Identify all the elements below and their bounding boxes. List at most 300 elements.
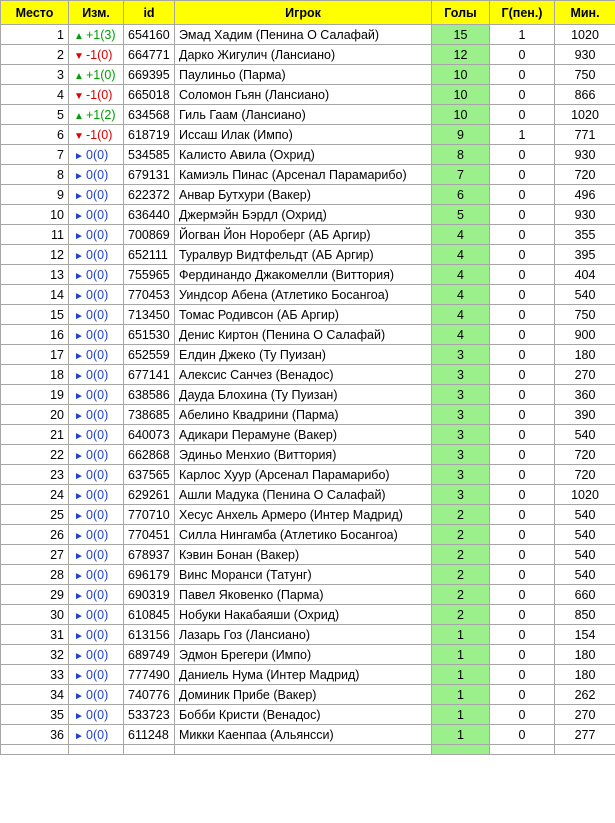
change-value: 0(0)	[86, 587, 109, 602]
rank-cell[interactable]: 24	[1, 485, 69, 505]
table-row[interactable]	[1, 645, 615, 665]
rank-cell[interactable]: 18	[1, 365, 69, 385]
table-row[interactable]	[1, 605, 615, 625]
player-name-cell[interactable]: Бобби Кристи (Венадос)	[175, 705, 432, 725]
player-id-cell[interactable]: 740776	[124, 685, 175, 705]
change-cell[interactable]	[69, 305, 124, 325]
player-id-cell[interactable]: 652559	[124, 345, 175, 365]
change-cell[interactable]	[69, 45, 124, 65]
minutes-cell[interactable]: 540	[555, 545, 615, 565]
rank-cell[interactable]: 36	[1, 725, 69, 745]
goals-cell[interactable]: 12	[432, 45, 490, 65]
player-id-cell[interactable]: 634568	[124, 105, 175, 125]
rank-cell[interactable]: 20	[1, 405, 69, 425]
penalty-goals-cell[interactable]: 1	[490, 125, 555, 145]
rank-cell[interactable]: 2	[1, 45, 69, 65]
player-id-cell[interactable]: 611248	[124, 725, 175, 745]
triangle-up-icon: ▲	[74, 30, 84, 42]
minutes-cell[interactable]: 930	[555, 145, 615, 165]
player-name-cell[interactable]: Камиэль Пинас (Арсенал Парамарибо)	[175, 165, 432, 185]
player-name-cell[interactable]: Эдмон Брегери (Импо)	[175, 645, 432, 665]
penalty-goals-cell[interactable]: 0	[490, 305, 555, 325]
penalty-goals-cell[interactable]: 0	[490, 225, 555, 245]
goals-cell[interactable]: 3	[432, 405, 490, 425]
goals-cell[interactable]: 6	[432, 185, 490, 205]
player-name-cell[interactable]: Дарко Жигулич (Лансиано)	[175, 45, 432, 65]
player-id-cell[interactable]: 770453	[124, 285, 175, 305]
player-name-cell[interactable]: Микки Каенпаа (Альянсси)	[175, 725, 432, 745]
player-id-cell[interactable]: 629261	[124, 485, 175, 505]
penalty-goals-cell[interactable]: 0	[490, 345, 555, 365]
goals-cell[interactable]: 1	[432, 665, 490, 685]
player-name-cell[interactable]: Дауда Блохина (Ту Пуизан)	[175, 385, 432, 405]
minutes-cell[interactable]: 180	[555, 645, 615, 665]
table-row[interactable]	[1, 705, 615, 725]
table-row[interactable]	[1, 445, 615, 465]
change-cell[interactable]	[69, 585, 124, 605]
penalty-goals-cell[interactable]: 0	[490, 545, 555, 565]
minutes-cell[interactable]: 750	[555, 65, 615, 85]
rank-cell[interactable]: 9	[1, 185, 69, 205]
player-id-cell[interactable]: 689749	[124, 645, 175, 665]
penalty-goals-cell[interactable]: 0	[490, 585, 555, 605]
rank-cell[interactable]: 21	[1, 425, 69, 445]
player-name-cell[interactable]: Хесус Анхель Армеро (Интер Мадрид)	[175, 505, 432, 525]
player-id-cell[interactable]: 654160	[124, 25, 175, 45]
minutes-cell[interactable]: 660	[555, 585, 615, 605]
minutes-cell[interactable]: 540	[555, 285, 615, 305]
minutes-cell[interactable]: 540	[555, 565, 615, 585]
rank-cell[interactable]: 33	[1, 665, 69, 685]
penalty-goals-cell[interactable]: 0	[490, 185, 555, 205]
penalty-goals-cell[interactable]: 0	[490, 425, 555, 445]
change-cell[interactable]	[69, 545, 124, 565]
rank-cell[interactable]: 35	[1, 705, 69, 725]
rank-cell[interactable]: 26	[1, 525, 69, 545]
penalty-goals-cell[interactable]: 0	[490, 605, 555, 625]
player-name-cell[interactable]: Паулиньо (Парма)	[175, 65, 432, 85]
minutes-cell[interactable]: 154	[555, 625, 615, 645]
goals-cell[interactable]: 3	[432, 385, 490, 405]
rank-cell[interactable]: 27	[1, 545, 69, 565]
player-name-cell[interactable]: Алексис Санчез (Венадос)	[175, 365, 432, 385]
player-id-cell[interactable]: 622372	[124, 185, 175, 205]
player-name-cell[interactable]: Томас Родивсон (АБ Аргир)	[175, 305, 432, 325]
rank-cell[interactable]: 3	[1, 65, 69, 85]
minutes-cell[interactable]: 390	[555, 405, 615, 425]
change-cell[interactable]	[69, 425, 124, 445]
player-id-cell[interactable]: 534585	[124, 145, 175, 165]
goals-cell[interactable]: 15	[432, 25, 490, 45]
goals-cell[interactable]: 8	[432, 145, 490, 165]
table-row[interactable]	[1, 305, 615, 325]
change-cell[interactable]	[69, 385, 124, 405]
minutes-cell[interactable]: 540	[555, 425, 615, 445]
player-id-cell[interactable]: 677141	[124, 365, 175, 385]
goals-cell[interactable]: 3	[432, 485, 490, 505]
change-cell[interactable]	[69, 205, 124, 225]
penalty-goals-cell[interactable]: 0	[490, 165, 555, 185]
change-cell[interactable]	[69, 265, 124, 285]
change-cell[interactable]	[69, 165, 124, 185]
table-row[interactable]	[1, 365, 615, 385]
change-cell[interactable]	[69, 645, 124, 665]
penalty-goals-cell[interactable]: 0	[490, 385, 555, 405]
rank-cell[interactable]: 23	[1, 465, 69, 485]
penalty-goals-cell[interactable]: 0	[490, 685, 555, 705]
player-name-cell[interactable]: Калисто Авила (Охрид)	[175, 145, 432, 165]
goals-cell[interactable]: 2	[432, 545, 490, 565]
goals-cell[interactable]: 1	[432, 705, 490, 725]
table-row[interactable]	[1, 25, 615, 45]
minutes-cell[interactable]: 1020	[555, 485, 615, 505]
goals-cell[interactable]: 1	[432, 625, 490, 645]
table-row[interactable]	[1, 485, 615, 505]
table-row[interactable]	[1, 145, 615, 165]
player-id-cell[interactable]: 678937	[124, 545, 175, 565]
header-change[interactable]: Изм.	[69, 1, 124, 25]
goals-cell[interactable]: 4	[432, 325, 490, 345]
penalty-goals-cell[interactable]: 0	[490, 45, 555, 65]
penalty-goals-cell[interactable]: 0	[490, 465, 555, 485]
minutes-cell[interactable]: 540	[555, 505, 615, 525]
table-row[interactable]	[1, 625, 615, 645]
change-cell[interactable]	[69, 245, 124, 265]
player-id-cell[interactable]: 770710	[124, 505, 175, 525]
rank-cell[interactable]: 4	[1, 85, 69, 105]
rank-cell[interactable]: 5	[1, 105, 69, 125]
table-row[interactable]	[1, 505, 615, 525]
change-cell[interactable]	[69, 25, 124, 45]
player-name-cell[interactable]: Доминик Прибе (Вакер)	[175, 685, 432, 705]
goals-cell[interactable]: 2	[432, 585, 490, 605]
table-row[interactable]	[1, 685, 615, 705]
penalty-goals-cell[interactable]: 0	[490, 105, 555, 125]
change-cell[interactable]	[69, 685, 124, 705]
player-id-cell[interactable]: 618719	[124, 125, 175, 145]
minutes-cell[interactable]: 540	[555, 525, 615, 545]
penalty-goals-cell[interactable]: 0	[490, 365, 555, 385]
minutes-cell[interactable]: 496	[555, 185, 615, 205]
player-name-cell[interactable]: Денис Киртон (Пенина О Салафай)	[175, 325, 432, 345]
change-cell[interactable]	[69, 105, 124, 125]
rank-cell[interactable]: 14	[1, 285, 69, 305]
player-name-cell[interactable]: Джермэйн Бэрдл (Охрид)	[175, 205, 432, 225]
penalty-goals-cell[interactable]: 0	[490, 445, 555, 465]
table-row[interactable]	[1, 425, 615, 445]
goals-cell[interactable]: 2	[432, 505, 490, 525]
minutes-cell[interactable]: 277	[555, 725, 615, 745]
table-row[interactable]	[1, 665, 615, 685]
player-name-cell[interactable]: Туралвур Видтфельдт (АБ Аргир)	[175, 245, 432, 265]
minutes-cell[interactable]: 404	[555, 265, 615, 285]
goals-cell[interactable]: 4	[432, 245, 490, 265]
rank-cell[interactable]: 10	[1, 205, 69, 225]
player-name-cell[interactable]: Эдиньо Менхио (Виттория)	[175, 445, 432, 465]
minutes-cell[interactable]: 180	[555, 665, 615, 685]
player-name-cell[interactable]: Соломон Гьян (Лансиано)	[175, 85, 432, 105]
goals-cell[interactable]: 4	[432, 305, 490, 325]
change-cell[interactable]	[69, 145, 124, 165]
penalty-goals-cell[interactable]: 0	[490, 145, 555, 165]
rank-cell[interactable]: 32	[1, 645, 69, 665]
rank-cell[interactable]: 30	[1, 605, 69, 625]
minutes-cell[interactable]: 720	[555, 465, 615, 485]
rank-cell[interactable]: 11	[1, 225, 69, 245]
rank-cell[interactable]: 31	[1, 625, 69, 645]
change-cell[interactable]	[69, 485, 124, 505]
player-id-cell[interactable]: 777490	[124, 665, 175, 685]
goals-cell[interactable]: 10	[432, 85, 490, 105]
penalty-goals-cell[interactable]: 0	[490, 205, 555, 225]
goals-cell[interactable]: 10	[432, 105, 490, 125]
rank-cell[interactable]: 1	[1, 25, 69, 45]
player-id-cell[interactable]: 669395	[124, 65, 175, 85]
penalty-goals-cell[interactable]: 0	[490, 285, 555, 305]
header-penalty-goals[interactable]: Г(пен.)	[490, 1, 555, 25]
change-cell[interactable]	[69, 665, 124, 685]
penalty-goals-cell[interactable]: 0	[490, 565, 555, 585]
minutes-cell[interactable]: 930	[555, 205, 615, 225]
player-id-cell[interactable]: 637565	[124, 465, 175, 485]
change-cell[interactable]	[69, 325, 124, 345]
player-name-cell[interactable]: Эмад Хадим (Пенина О Салафай)	[175, 25, 432, 45]
rank-cell[interactable]: 12	[1, 245, 69, 265]
minutes-cell[interactable]: 270	[555, 705, 615, 725]
table-row[interactable]	[1, 565, 615, 585]
player-id-cell[interactable]: 662868	[124, 445, 175, 465]
goals-cell[interactable]: 9	[432, 125, 490, 145]
penalty-goals-cell[interactable]: 0	[490, 665, 555, 685]
player-id-cell[interactable]: 696179	[124, 565, 175, 585]
player-name-cell[interactable]: Кэвин Бонан (Вакер)	[175, 545, 432, 565]
player-id-cell[interactable]: 610845	[124, 605, 175, 625]
player-id-cell[interactable]: 638586	[124, 385, 175, 405]
player-id-cell[interactable]: 652111	[124, 245, 175, 265]
goals-cell[interactable]: 5	[432, 205, 490, 225]
player-name-cell[interactable]: Карлос Хуур (Арсенал Парамарибо)	[175, 465, 432, 485]
table-row[interactable]	[1, 225, 615, 245]
change-cell[interactable]	[69, 625, 124, 645]
penalty-goals-cell[interactable]: 0	[490, 705, 555, 725]
change-cell[interactable]	[69, 85, 124, 105]
player-id-cell[interactable]: 713450	[124, 305, 175, 325]
table-row[interactable]	[1, 105, 615, 125]
rank-cell[interactable]: 17	[1, 345, 69, 365]
player-name-cell[interactable]: Иссаш Илак (Импо)	[175, 125, 432, 145]
table-row[interactable]	[1, 405, 615, 425]
rank-cell[interactable]: 15	[1, 305, 69, 325]
goals-cell[interactable]: 3	[432, 425, 490, 445]
player-id-cell[interactable]: 679131	[124, 165, 175, 185]
player-id-cell[interactable]: 770451	[124, 525, 175, 545]
minutes-cell[interactable]: 1020	[555, 105, 615, 125]
change-cell[interactable]	[69, 185, 124, 205]
change-cell[interactable]	[69, 505, 124, 525]
player-name-cell[interactable]: Абелино Квадрини (Парма)	[175, 405, 432, 425]
minutes-cell[interactable]: 270	[555, 365, 615, 385]
player-id-cell[interactable]: 533723	[124, 705, 175, 725]
header-minutes[interactable]: Мин.	[555, 1, 615, 25]
change-cell[interactable]	[69, 465, 124, 485]
table-row[interactable]	[1, 325, 615, 345]
player-id-cell[interactable]: 738685	[124, 405, 175, 425]
rank-cell[interactable]: 29	[1, 585, 69, 605]
penalty-goals-cell[interactable]: 0	[490, 85, 555, 105]
penalty-goals-cell[interactable]: 0	[490, 505, 555, 525]
minutes-cell[interactable]: 750	[555, 305, 615, 325]
goals-cell[interactable]: 2	[432, 605, 490, 625]
table-row[interactable]	[1, 125, 615, 145]
player-name-cell[interactable]: Фердинандо Джакомелли (Виттория)	[175, 265, 432, 285]
player-name-cell[interactable]: Лазарь Гоз (Лансиано)	[175, 625, 432, 645]
player-id-cell[interactable]: 636440	[124, 205, 175, 225]
goals-cell[interactable]: 3	[432, 445, 490, 465]
minutes-cell[interactable]: 1020	[555, 25, 615, 45]
minutes-cell[interactable]: 930	[555, 45, 615, 65]
table-row[interactable]	[1, 545, 615, 565]
table-row[interactable]	[1, 45, 615, 65]
change-cell[interactable]	[69, 225, 124, 245]
minutes-cell[interactable]: 395	[555, 245, 615, 265]
change-cell[interactable]	[69, 705, 124, 725]
penalty-goals-cell[interactable]: 0	[490, 325, 555, 345]
change-cell[interactable]	[69, 125, 124, 145]
pointer-right-icon: ►	[74, 590, 84, 602]
table-row[interactable]	[1, 85, 615, 105]
change-cell[interactable]	[69, 365, 124, 385]
player-name-cell[interactable]: Адикари Перамуне (Вакер)	[175, 425, 432, 445]
rank-cell[interactable]: 34	[1, 685, 69, 705]
penalty-goals-cell[interactable]: 0	[490, 245, 555, 265]
penalty-goals-cell[interactable]: 1	[490, 25, 555, 45]
goals-cell[interactable]: 4	[432, 225, 490, 245]
rank-cell[interactable]: 19	[1, 385, 69, 405]
header-goals[interactable]: Голы	[432, 1, 490, 25]
minutes-cell[interactable]: 720	[555, 165, 615, 185]
goals-cell[interactable]: 4	[432, 265, 490, 285]
change-cell[interactable]	[69, 345, 124, 365]
change-cell[interactable]	[69, 285, 124, 305]
table-row[interactable]	[1, 65, 615, 85]
goals-cell[interactable]: 1	[432, 725, 490, 745]
table-row[interactable]	[1, 185, 615, 205]
player-id-cell[interactable]: 664771	[124, 45, 175, 65]
rank-cell[interactable]: 28	[1, 565, 69, 585]
table-row[interactable]	[1, 525, 615, 545]
change-cell[interactable]	[69, 445, 124, 465]
goals-cell[interactable]: 4	[432, 285, 490, 305]
goals-cell[interactable]: 1	[432, 685, 490, 705]
table-row[interactable]	[1, 165, 615, 185]
goals-cell[interactable]: 2	[432, 565, 490, 585]
player-name-cell[interactable]: Анвар Бутхури (Вакер)	[175, 185, 432, 205]
penalty-goals-cell[interactable]: 0	[490, 725, 555, 745]
change-cell[interactable]	[69, 565, 124, 585]
change-cell[interactable]	[69, 525, 124, 545]
player-name-cell[interactable]: Даниель Нума (Интер Мадрид)	[175, 665, 432, 685]
minutes-cell[interactable]: 262	[555, 685, 615, 705]
header-player[interactable]: Игрок	[175, 1, 432, 25]
header-rank[interactable]: Место	[1, 1, 69, 25]
penalty-goals-cell[interactable]: 0	[490, 65, 555, 85]
goals-cell[interactable]: 3	[432, 465, 490, 485]
penalty-goals-cell[interactable]: 0	[490, 525, 555, 545]
table-row[interactable]	[1, 245, 615, 265]
player-id-cell[interactable]: 651530	[124, 325, 175, 345]
table-row[interactable]	[1, 465, 615, 485]
minutes-cell[interactable]: 900	[555, 325, 615, 345]
goals-cell[interactable]: 3	[432, 345, 490, 365]
table-row[interactable]	[1, 345, 615, 365]
penalty-goals-cell[interactable]: 0	[490, 645, 555, 665]
header-id[interactable]: id	[124, 1, 175, 25]
player-name-cell[interactable]: Йогван Йон Нороберг (АБ Аргир)	[175, 225, 432, 245]
change-cell[interactable]	[69, 725, 124, 745]
goals-cell[interactable]: 3	[432, 365, 490, 385]
player-name-cell[interactable]: Ашли Мадука (Пенина О Салафай)	[175, 485, 432, 505]
player-name-cell[interactable]: Винс Моранси (Татунг)	[175, 565, 432, 585]
penalty-goals-cell[interactable]: 0	[490, 265, 555, 285]
table-row[interactable]	[1, 285, 615, 305]
minutes-cell[interactable]: 866	[555, 85, 615, 105]
minutes-cell[interactable]: 771	[555, 125, 615, 145]
player-name-cell[interactable]: Нобуки Накабаяши (Охрид)	[175, 605, 432, 625]
table-row[interactable]	[1, 385, 615, 405]
minutes-cell[interactable]: 360	[555, 385, 615, 405]
rank-cell[interactable]: 8	[1, 165, 69, 185]
player-id-cell[interactable]: 690319	[124, 585, 175, 605]
table-row[interactable]	[1, 265, 615, 285]
goals-cell[interactable]: 10	[432, 65, 490, 85]
change-cell[interactable]	[69, 605, 124, 625]
rank-cell[interactable]: 6	[1, 125, 69, 145]
change-value: 0(0)	[86, 507, 109, 522]
goals-cell[interactable]: 2	[432, 525, 490, 545]
minutes-cell[interactable]: 355	[555, 225, 615, 245]
player-id-cell[interactable]: 613156	[124, 625, 175, 645]
pointer-right-icon: ►	[74, 610, 84, 622]
penalty-goals-cell[interactable]: 0	[490, 485, 555, 505]
table-row[interactable]	[1, 725, 615, 745]
change-cell[interactable]	[69, 65, 124, 85]
rank-cell[interactable]: 25	[1, 505, 69, 525]
rank-cell[interactable]: 13	[1, 265, 69, 285]
minutes-cell[interactable]: 180	[555, 345, 615, 365]
change-cell[interactable]	[69, 405, 124, 425]
player-id-cell[interactable]: 665018	[124, 85, 175, 105]
rank-cell[interactable]: 7	[1, 145, 69, 165]
rank-cell[interactable]: 22	[1, 445, 69, 465]
player-name-cell[interactable]: Павел Яковенко (Парма)	[175, 585, 432, 605]
player-id-cell[interactable]: 700869	[124, 225, 175, 245]
player-id-cell[interactable]: 640073	[124, 425, 175, 445]
penalty-goals-cell[interactable]: 0	[490, 405, 555, 425]
minutes-cell[interactable]: 720	[555, 445, 615, 465]
player-name-cell[interactable]: Уиндсор Абена (Атлетико Босангоа)	[175, 285, 432, 305]
player-name-cell[interactable]: Силла Нингамба (Атлетико Босангоа)	[175, 525, 432, 545]
rank-cell[interactable]: 16	[1, 325, 69, 345]
player-name-cell[interactable]: Елдин Джеко (Ту Пуизан)	[175, 345, 432, 365]
penalty-goals-cell[interactable]: 0	[490, 625, 555, 645]
goals-cell[interactable]: 7	[432, 165, 490, 185]
table-row[interactable]	[1, 205, 615, 225]
player-name-cell[interactable]: Гиль Гаам (Лансиано)	[175, 105, 432, 125]
goals-cell[interactable]: 1	[432, 645, 490, 665]
player-id-cell[interactable]: 755965	[124, 265, 175, 285]
table-row[interactable]	[1, 585, 615, 605]
minutes-cell[interactable]: 850	[555, 605, 615, 625]
